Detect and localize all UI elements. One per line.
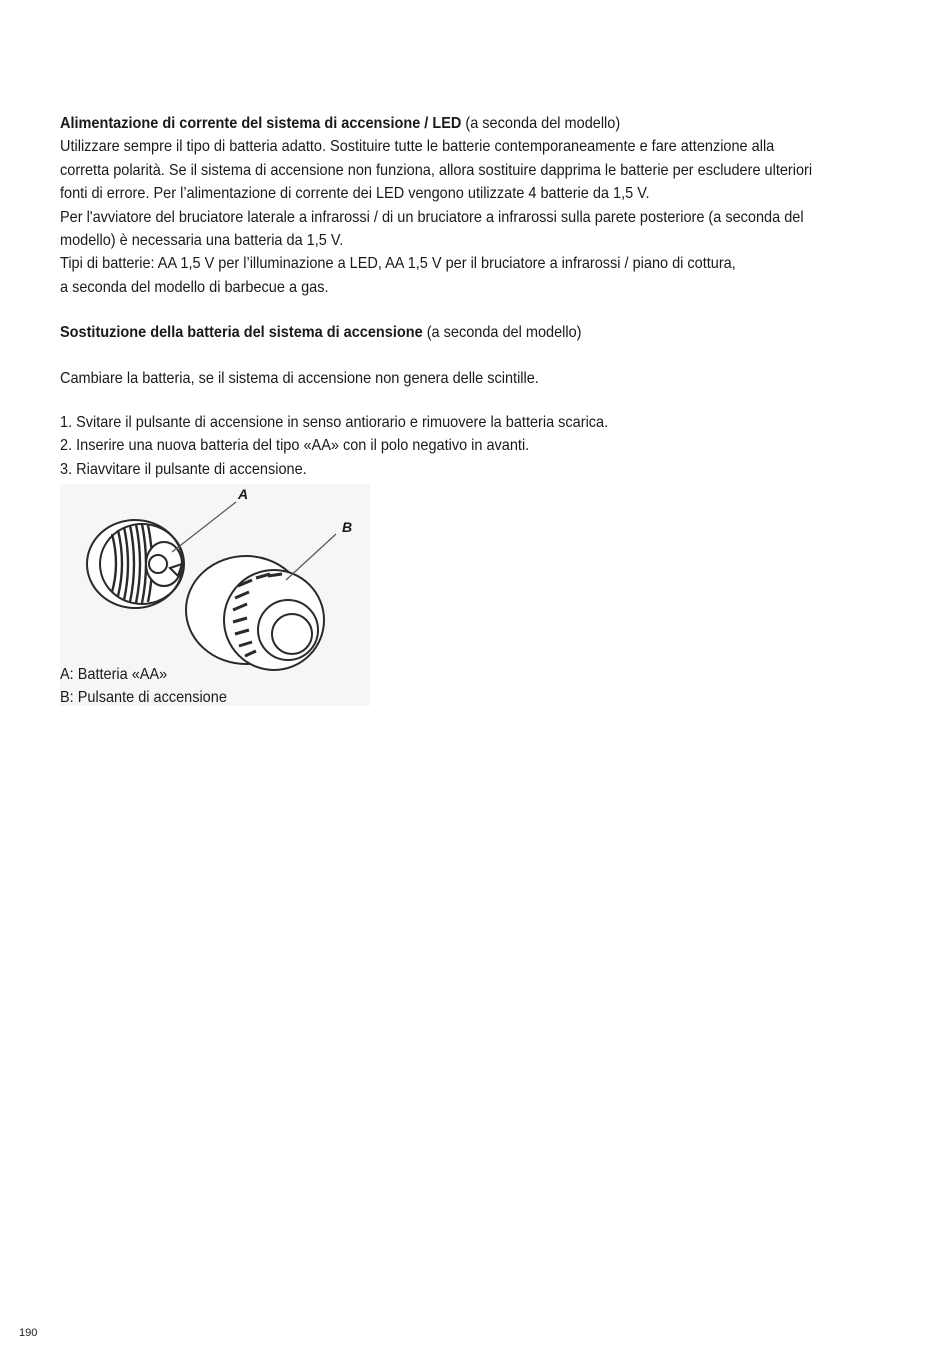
caption-a: A: Batteria «AA»: [60, 666, 168, 683]
caption-b: B: Pulsante di accensione: [60, 689, 227, 706]
section1-line: a seconda del modello di barbecue a gas.: [60, 278, 329, 296]
section1-line: fonti di errore. Per l’alimentazione di corrente dei LED vengono utilizzate 4 batterie da 1,5 V.: [60, 185, 650, 203]
section2-heading: [60, 321, 841, 344]
section1-line: Per l'avviatore del bruciatore laterale a infrarossi / di un bruciatore a infrarossi sulla parete posteriore (a seconda del: [60, 208, 804, 226]
section1-heading-bold: Alimentazione di corrente del sistema di accensione / LED: [60, 115, 462, 132]
figure-captions: [60, 663, 227, 709]
section1-heading: [60, 112, 841, 135]
section1-line: Tipi di batterie: AA 1,5 V per l’illuminazione a LED, AA 1,5 V per il bruciatore a infrarossi / piano di cottura,: [60, 255, 736, 273]
diagram-label-a: A: [238, 486, 249, 502]
section1-heading-note: (a seconda del modello): [461, 115, 621, 132]
step-item: 1. Svitare il pulsante di accensione in senso antiorario e rimuovere la batteria scarica.: [60, 414, 609, 432]
section1-line: corretta polarità. Se il sistema di accensione non funziona, allora sostituire dapprima le batterie per escludere ulteriori: [60, 161, 813, 179]
section2-intro: Cambiare la batteria, se il sistema di accensione non genera delle scintille.: [60, 369, 539, 387]
step-item: 3. Riavvitare il pulsante di accensione.: [60, 460, 307, 478]
page-number: 190: [19, 1327, 38, 1339]
diagram-label-b: B: [342, 519, 353, 535]
button-face-outer: [258, 600, 318, 660]
section1-line: Utilizzare sempre il tipo di batteria adatto. Sostituire tutte le batterie contemporaneamente e fare attenzione alla: [60, 138, 775, 156]
section2-heading-note: (a seconda del modello): [422, 324, 582, 342]
section1-line: modello) è necessaria una batteria da 1,5 V.: [60, 232, 344, 250]
document-body: [60, 112, 841, 481]
section2-heading-bold: Sostituzione della batteria del sistema di accensione: [60, 324, 423, 342]
step-item: 2. Inserire una nuova batteria del tipo «AA» con il polo negativo in avanti.: [60, 437, 530, 455]
